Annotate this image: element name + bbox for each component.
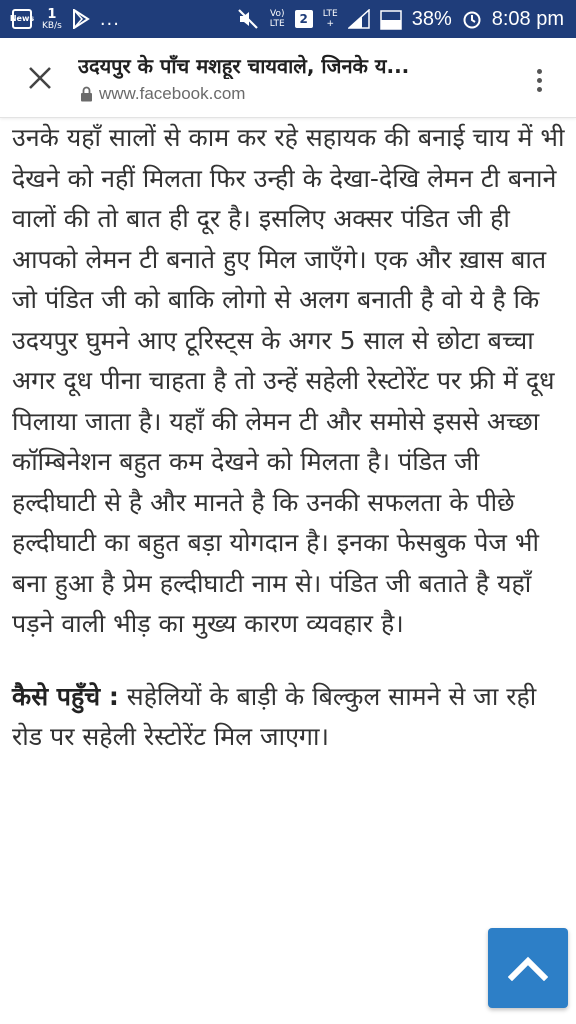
lte-indicator (323, 9, 338, 29)
network-speed-unit: KB/s (42, 20, 62, 31)
news-app-icon: News (12, 9, 32, 29)
status-bar (0, 0, 576, 38)
how-to-reach-text: सहेलियों के बाड़ी के बिल्कुल सामने से जा रही रोड पर सहेली रेस्टोरेंट मिल जाएगा। (12, 681, 537, 751)
more-vert-icon (537, 69, 542, 74)
lock-icon (80, 86, 93, 102)
more-vert-icon-dot (537, 87, 542, 92)
scroll-to-top-button[interactable] (488, 928, 568, 1008)
article-body (12, 118, 568, 758)
volte-bottom: LTE (269, 19, 285, 29)
page-url: www.facebook.com (99, 84, 246, 103)
more-notifications: ... (99, 8, 120, 30)
status-right (238, 8, 564, 31)
close-icon (28, 66, 52, 90)
play-store-icon (72, 9, 90, 29)
lte-bottom: + (326, 19, 334, 29)
alarm-icon (462, 9, 482, 29)
battery-percent: 38% (411, 7, 452, 30)
close-button[interactable] (18, 56, 62, 100)
more-options-button[interactable] (524, 60, 554, 100)
browser-header (0, 38, 576, 118)
chevron-up-icon (508, 955, 548, 981)
battery-icon (380, 8, 402, 30)
volte-top: Vo) (270, 9, 285, 19)
volte-indicator (270, 9, 285, 29)
how-to-reach-label: कैसे पहुँचे : (12, 681, 119, 711)
url-row (80, 84, 245, 104)
more-vert-icon-dot (537, 78, 542, 83)
how-to-reach-paragraph (12, 677, 568, 758)
status-left (9, 6, 120, 31)
sim-slot-badge: 2 (295, 10, 313, 28)
mute-icon (238, 9, 260, 29)
clock: 8:08 pm (491, 7, 564, 30)
lte-top: LTE (322, 9, 338, 19)
network-speed (42, 8, 62, 31)
network-speed-value: 1 (47, 6, 57, 22)
article-paragraph: उनके यहाँ सालों से काम कर रहे सहायक की बनाई चाय में भी देखने को नहीं मिलता फिर उन्ही के देखा-देखि लेमन टी बनाने वालों की तो बात ही दूर है। इसलिए अक्सर पंडित जी ही आपको लेमन टी बनाते हुए मिल जाएँगे। एक और ख़ास बात जो पंडित जी को बाकि लोगो से अलग बनाती है वो ये है कि उदयपुर घुमने आए टूरिस्ट्स के अगर 5 साल से छोटा बच्चा अगर दूध पीना चाहता है तो उन्हें सहेली रेस्टोरेंट पर फ्री में दूध पिलाया जाता है। यहाँ की लेमन टी और समोसे इससे अच्छा कॉम्बिनेशन बहुत कम देखने को मिलता है। पंडित जी हल्दीघाटी से है और मानते है कि उनकी सफलता के पीछे हल्दीघाटी का बहुत बड़ा योगदान है। इनका फेसबुक पेज भी बना हुआ है प्रेम हल्दीघाटी नाम से। पंडित जी बताते है यहाँ पड़ने वाली भीड़ का मुख्य कारण व्यवहार है। (12, 123, 565, 638)
signal-icon (348, 9, 370, 29)
page-title: उदयपुर के पाँच मशहूर चायवाले, जिनके य... (78, 54, 410, 78)
